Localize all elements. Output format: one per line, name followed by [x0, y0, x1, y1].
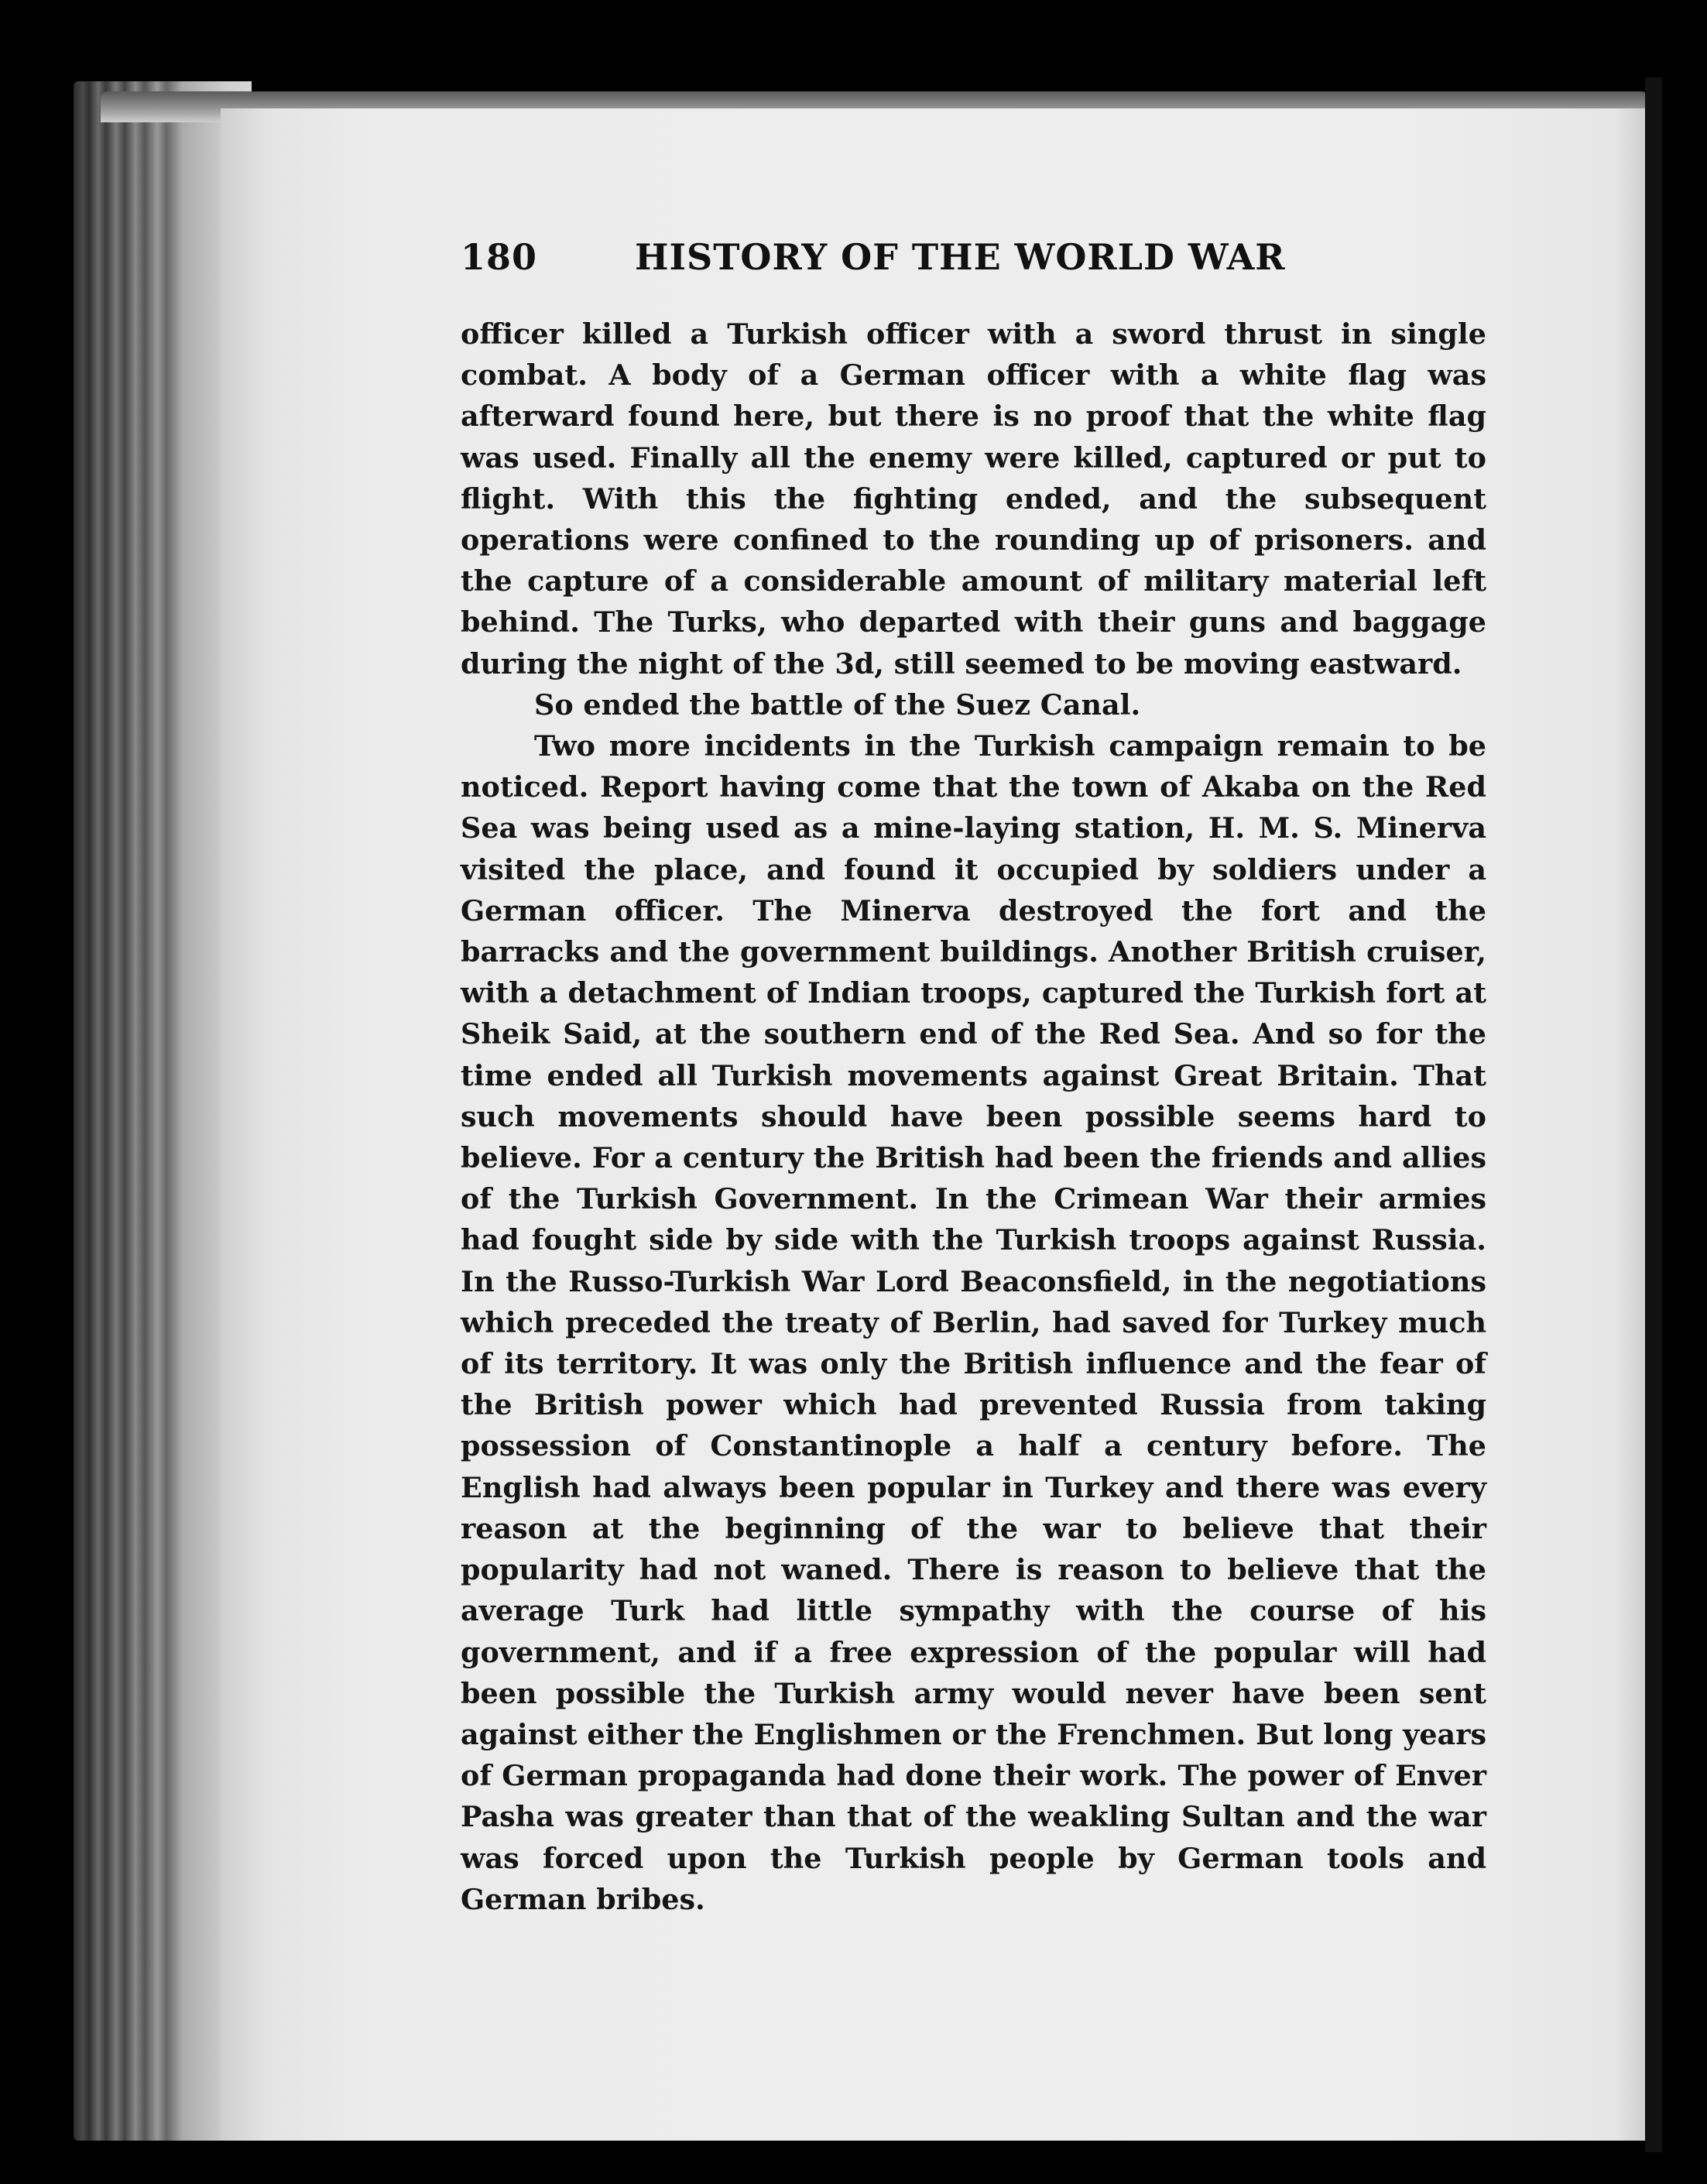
paragraph-suez-ending: So ended the battle of the Suez Canal. [534, 687, 1141, 722]
running-title: HISTORY OF THE WORLD WAR [635, 236, 1286, 278]
body-text [461, 314, 1486, 1920]
paragraph-turkish-campaign: Two more incidents in the Turkish campaign remain to be noticed. Report having come that the town of Akaba on the Red Sea was being used as a mine-laying station, H. M. S. Minerva visited the place, and found it occupied by soldiers under a German officer. The Minerva destroyed the fort and the barracks and the government buildings. Another British cruiser, with a detachment of Indian troops, captured the Turkish fort at Sheik Said, at the southern end of the Red Sea. And so for the time ended all Turkish movements against Great Britain. That such movements should have been possible seems hard to believe. For a century the British had been the friends and allies of the Turkish Government. In the Crimean War their armies had fought side by side with the Turkish troops against Russia. In the Russo-Turkish War Lord Beaconsfield, in the negotiations which preceded the treaty of Berlin, had saved for Turkey much of its territory. It was only the British influence and the fear of the British power which had prevented Russia from taking possession of Constantinople a half a century before. The English had always been popular in Turkey and there was every reason at the beginning of the war to believe that their popularity had not waned. There is reason to believe that the average Turk had little sympathy with the course of his government, and if a free expression of the popular will had been possible the Turkish army would never have been sent against either the Englishmen or the Frenchmen. But long years of German propaganda had done their work. The power of Enver Pasha was greater than that of the weakling Sultan and the war was forced upon the Turkish people by German tools and German bribes. [461, 729, 1486, 1916]
page-number: 180 [461, 236, 538, 278]
page-header [461, 236, 1467, 290]
gutter-shadow [1645, 77, 1662, 2152]
paragraph-continuation: officer killed a Turkish officer with a sword thrust in single combat. A body of a German officer with a white flag was afterward found here, but there is no proof that the white flag was used. Finally all the enemy were killed, captured or put to flight. With this the fighting ended, and the subsequent operations were confined to the rounding up of prisoners. and the capture of a considerable amount of military material left behind. The Turks, who departed with their guns and baggage during the night of the 3d, still seemed to be moving eastward. [461, 317, 1486, 681]
